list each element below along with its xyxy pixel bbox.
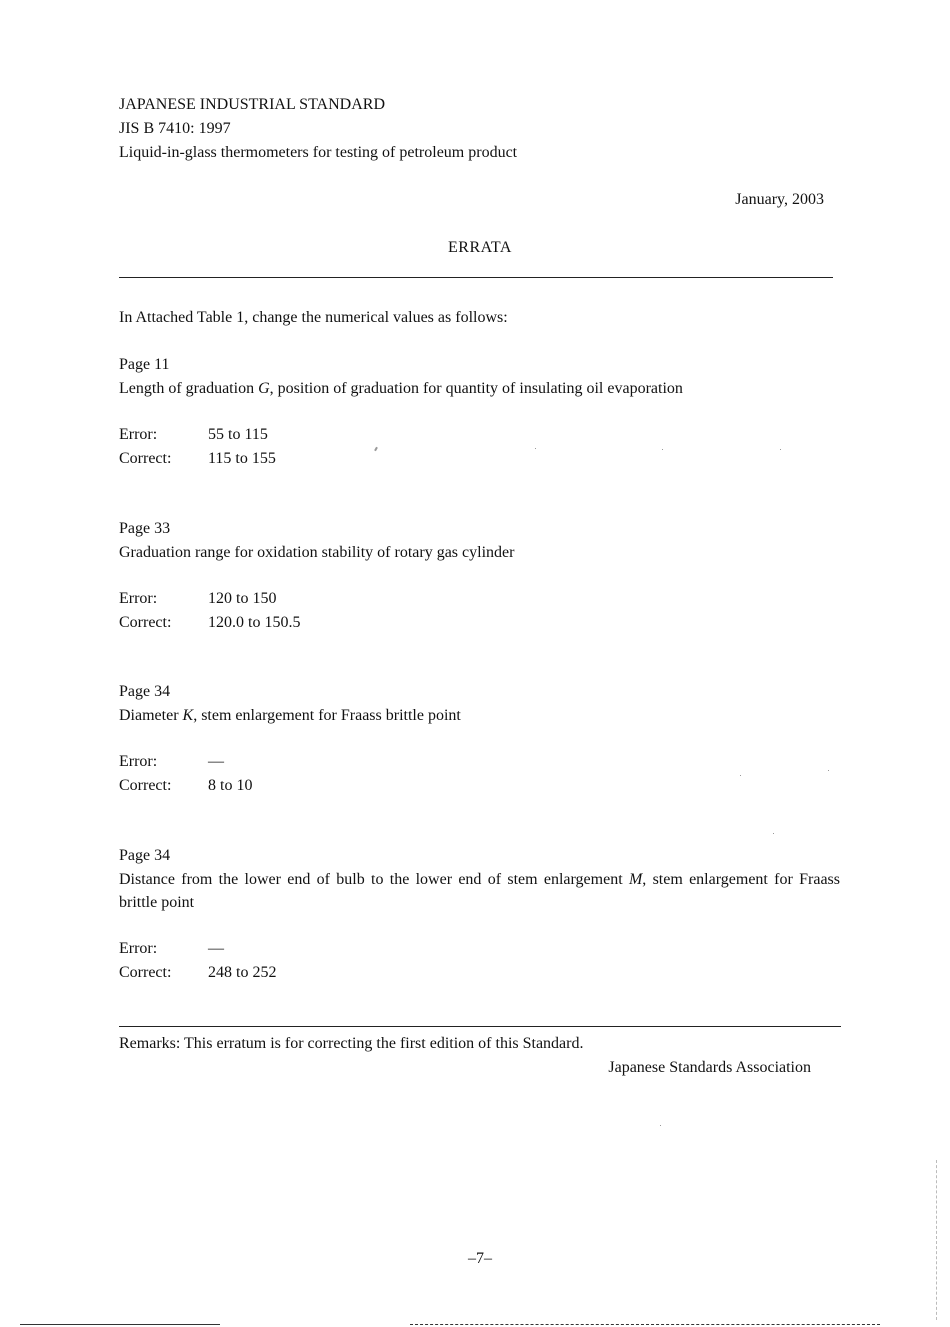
divider-top [119,277,833,278]
scan-margin-marks [936,1160,939,1320]
description-text: Distance from the lower end of bulb to the lower end of stem enlargement [119,871,629,888]
description-variable: K [182,707,194,724]
section-description [119,541,840,564]
scan-speck [662,449,663,450]
scan-edge-line [20,1324,220,1325]
section-description [119,377,840,400]
correct-value: 120.0 to 150.5 [208,614,301,631]
error-value: 120 to 150 [208,590,277,607]
errata-section [119,353,840,471]
correction-pairs [119,423,840,471]
description-text: Diameter [119,707,183,724]
publisher-name: Japanese Standards Association [608,1059,811,1076]
correct-label: Correct: [119,450,172,467]
correct-value: 248 to 252 [208,964,277,981]
standard-number: JIS B 7410: 1997 [119,120,231,137]
page-number: –7– [468,1250,492,1267]
correct-value: 8 to 10 [208,777,253,794]
error-label: Error: [119,426,158,443]
correct-label: Correct: [119,777,172,794]
intro-text: In Attached Table 1, change the numerical values as follows: [119,309,508,326]
issue-date: January, 2003 [735,191,824,208]
description-text: , stem enlargement for Fraass brittle point [193,707,461,724]
correction-pairs [119,750,840,798]
description-text: , stem enlargement for Fraass brittle point [119,871,840,911]
correct-row [119,774,840,798]
correct-value: 115 to 155 [208,450,276,467]
error-row [119,750,840,774]
remarks-text: Remarks: This erratum is for correcting the first edition of this Standard. [119,1035,584,1052]
correction-pairs [119,937,840,985]
errata-section [119,680,840,798]
section-description [119,868,840,914]
section-description [119,704,840,727]
correct-row [119,611,840,635]
scan-speck [828,770,829,771]
error-value: — [208,940,224,957]
error-label: Error: [119,753,158,770]
error-row [119,937,840,961]
error-label: Error: [119,590,158,607]
scan-edge-line [410,1324,880,1325]
divider-bottom [119,1026,841,1027]
correct-row [119,447,840,471]
standard-subject: Liquid-in-glass thermometers for testing of petroleum product [119,144,518,161]
error-value: 55 to 115 [208,426,268,443]
section-page-ref: Page 33 [119,520,171,537]
errata-section [119,844,840,985]
description-text: Length of graduation [119,380,259,397]
error-row [119,423,840,447]
correct-row [119,961,840,985]
section-page-ref: Page 34 [119,847,171,864]
error-row [119,587,840,611]
description-text: , position of graduation for quantity of insulating oil evaporation [269,380,683,397]
error-label: Error: [119,940,158,957]
correct-label: Correct: [119,614,172,631]
description-text: Graduation range for oxidation stability of rotary gas cylinder [119,544,515,561]
page-title: ERRATA [448,239,512,256]
scan-speck [535,448,536,449]
section-page-ref: Page 34 [119,683,171,700]
scan-speck [740,775,741,776]
description-variable: G [258,380,270,397]
error-value: — [208,753,224,770]
errata-section [119,517,840,635]
section-page-ref: Page 11 [119,356,170,373]
correct-label: Correct: [119,964,172,981]
correction-pairs [119,587,840,635]
document-header [119,93,839,165]
scan-speck [780,449,781,450]
scan-speck [660,1125,661,1126]
scan-speck [773,833,774,834]
standard-name: JAPANESE INDUSTRIAL STANDARD [119,96,385,113]
description-variable: M [628,871,643,888]
